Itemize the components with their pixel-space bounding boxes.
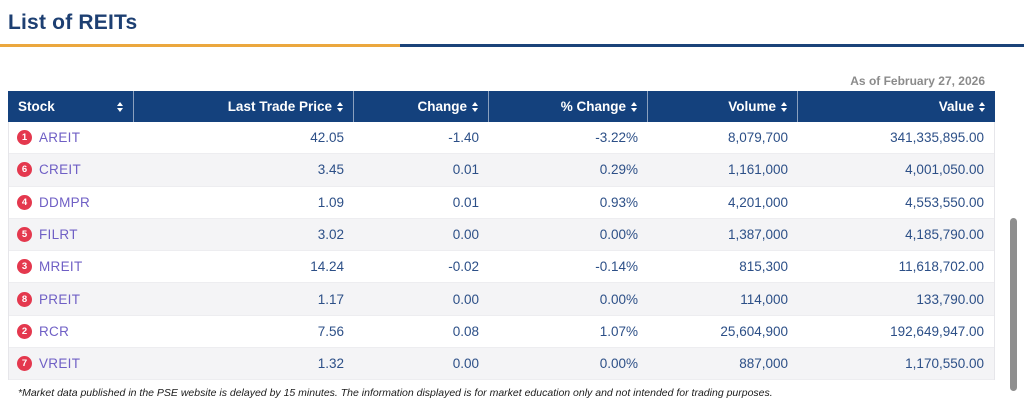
sort-up-icon [337,102,343,106]
column-header-label: Stock [18,99,55,114]
column-header-label: Volume [728,99,776,114]
value-cell: 4,001,050.00 [905,162,984,178]
sort-up-icon [472,102,478,106]
stock-cell [9,130,134,145]
reits-table-section [8,74,995,399]
last-trade-price-cell: 1.09 [317,194,344,210]
value-cell: 192,649,947.00 [890,323,984,339]
last-trade-price-cell: 3.45 [317,162,344,178]
stock-ticker-link[interactable]: FILRT [39,227,78,243]
value-cell: 133,790.00 [916,291,984,307]
last-trade-price-cell: 14.24 [310,259,344,275]
column-header-label: % Change [560,99,626,114]
change-cell: 0.00 [452,291,479,307]
stock-ticker-link[interactable]: CREIT [39,162,81,178]
column-header-label: Value [938,99,974,114]
last-trade-price-cell: 1.17 [317,291,344,307]
sort-up-icon [631,102,637,106]
column-header-volume[interactable] [647,91,797,122]
table-row [9,348,994,380]
rank-badge: 4 [17,195,32,210]
column-header-change[interactable] [353,91,488,122]
change-cell: 0.01 [452,162,479,178]
rank-badge: 3 [17,259,32,274]
rank-badge: 2 [17,324,32,339]
sort-down-icon [781,108,787,112]
volume-cell: 8,079,700 [727,130,788,146]
column-header-stock[interactable] [8,91,133,122]
change-cell: 0.01 [452,194,479,210]
stock-ticker-link[interactable]: MREIT [39,259,83,275]
title-underline-accent [0,44,400,47]
pct-change-cell: 1.07% [599,323,638,339]
as-of-date: As of February 27, 2026 [850,74,985,88]
stock-cell [9,227,134,242]
table-row [9,316,994,348]
pct-change-cell: 0.00% [599,227,638,243]
sort-up-icon [117,102,123,106]
disclaimer-text: *Market data published in the PSE website is delayed by 15 minutes. The information displayed is for market education only and not intended for trading purposes. [18,387,773,400]
table-body [8,122,995,380]
stock-cell [9,356,134,371]
value-cell: 11,618,702.00 [898,259,984,275]
sort-arrows-icon[interactable] [472,102,478,112]
sort-arrows-icon[interactable] [631,102,637,112]
rank-badge: 5 [17,227,32,242]
table-header-row [8,91,995,122]
sort-up-icon [979,102,985,106]
title-underline-rest [400,44,1024,47]
rank-badge: 6 [17,162,32,177]
volume-cell: 25,604,900 [720,323,788,339]
sort-down-icon [631,108,637,112]
volume-cell: 887,000 [739,356,788,372]
sort-down-icon [337,108,343,112]
sort-arrows-icon[interactable] [781,102,787,112]
volume-cell: 815,300 [739,259,788,275]
stock-cell [9,195,134,210]
stock-ticker-link[interactable]: RCR [39,323,70,339]
column-header-label: Last Trade Price [227,99,332,114]
last-trade-price-cell: 42.05 [310,130,344,146]
volume-cell: 114,000 [740,291,788,307]
column-header-label: Change [417,99,467,114]
sort-down-icon [472,108,478,112]
stock-ticker-link[interactable]: VREIT [39,356,81,372]
rank-badge: 1 [17,130,32,145]
page-title: List of REITs [8,11,138,34]
stock-cell [9,292,134,307]
volume-cell: 4,201,000 [727,194,788,210]
value-cell: 341,335,895.00 [890,130,984,146]
last-trade-price-cell: 3.02 [317,227,344,243]
rank-badge: 7 [17,356,32,371]
change-cell: -0.02 [448,259,479,275]
sort-down-icon [117,108,123,112]
pct-change-cell: 0.29% [599,162,638,178]
change-cell: 0.08 [452,323,479,339]
change-cell: 0.00 [452,356,479,372]
sort-down-icon [979,108,985,112]
value-cell: 4,185,790.00 [905,227,984,243]
change-cell: -1.40 [448,130,479,146]
rank-badge: 8 [17,292,32,307]
column-header-value[interactable] [797,91,995,122]
last-trade-price-cell: 1.32 [317,356,344,372]
table-row [9,187,994,219]
stock-ticker-link[interactable]: PREIT [39,291,81,307]
sort-arrows-icon[interactable] [337,102,343,112]
column-header-last_trade_price[interactable] [133,91,353,122]
pct-change-cell: 0.00% [599,356,638,372]
sort-up-icon [781,102,787,106]
stock-ticker-link[interactable]: DDMPR [39,194,90,210]
stock-cell [9,162,134,177]
stock-cell [9,259,134,274]
stock-cell [9,324,134,339]
table-row [9,219,994,251]
table-row [9,251,994,283]
table-row [9,122,994,154]
change-cell: 0.00 [452,227,479,243]
pct-change-cell: -0.14% [595,259,638,275]
vertical-scrollbar-thumb[interactable] [1010,218,1017,391]
volume-cell: 1,387,000 [727,227,788,243]
volume-cell: 1,161,000 [727,162,788,178]
sort-arrows-icon[interactable] [979,102,985,112]
title-underline [0,44,1024,47]
sort-arrows-icon[interactable] [117,102,123,112]
table-row [9,154,994,186]
pct-change-cell: -3.22% [595,130,638,146]
column-header-pct_change[interactable] [488,91,647,122]
last-trade-price-cell: 7.56 [317,323,344,339]
value-cell: 4,553,550.00 [905,194,984,210]
value-cell: 1,170,550.00 [905,356,984,372]
pct-change-cell: 0.00% [599,291,638,307]
pct-change-cell: 0.93% [599,194,638,210]
table-row [9,283,994,315]
stock-ticker-link[interactable]: AREIT [39,130,81,146]
